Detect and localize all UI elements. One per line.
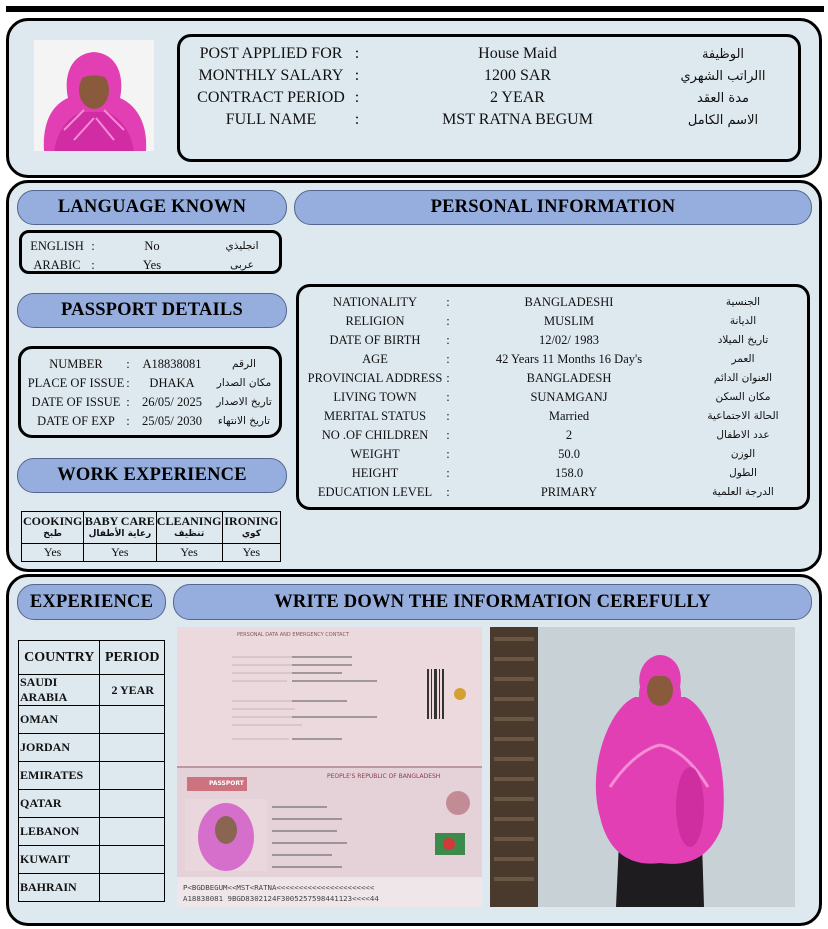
- nationality-row: [299, 295, 807, 314]
- full-name-arabic: الاسم الكامل: [687, 113, 759, 128]
- children-arabic: عدد الاطفال: [716, 429, 770, 441]
- baby-care-value: Yes: [84, 544, 156, 562]
- colon: :: [446, 428, 450, 442]
- colon: :: [126, 395, 130, 409]
- personal-information-heading: PERSONAL INFORMATION: [294, 190, 812, 225]
- marital-status-row: [299, 409, 807, 428]
- english-value: No: [144, 239, 160, 253]
- date-of-issue-label: DATE OF ISSUE: [31, 395, 121, 409]
- baby-care-en: BABY CARE: [84, 513, 155, 528]
- colon: :: [354, 67, 360, 84]
- baby-care-ar: رعاية الأطفال: [88, 528, 152, 539]
- country-cell: JORDAN: [19, 734, 100, 762]
- colon: :: [446, 371, 450, 385]
- passport-number-value: A18838081: [142, 357, 202, 371]
- post-applied-arabic: الوظيفة: [701, 47, 745, 62]
- date-of-issue-row: [21, 395, 279, 414]
- scan-passport-badge: PASSPORT: [209, 780, 244, 787]
- contract-period-value: 2 YEAR: [490, 89, 545, 106]
- english-label: ENGLISH: [30, 239, 84, 253]
- experience-row: [19, 706, 165, 734]
- period-cell: [100, 818, 165, 846]
- age-arabic: العمر: [731, 353, 755, 365]
- education-arabic: الدرجة العلمية: [712, 486, 774, 498]
- place-of-issue-row: [21, 376, 279, 395]
- contract-period-row: [190, 89, 790, 111]
- height-value: 158.0: [554, 466, 584, 480]
- height-label: HEIGHT: [351, 466, 399, 480]
- marital-status-arabic: الحالة الاجتماعية: [707, 410, 779, 422]
- weight-arabic: الوزن: [730, 448, 756, 460]
- date-of-birth-arabic: تاريخ الميلاد: [717, 334, 769, 346]
- arabic-label: ARABIC: [33, 258, 81, 272]
- experience-heading: EXPERIENCE: [17, 584, 166, 620]
- country-cell: KUWAIT: [19, 846, 100, 874]
- colon: :: [446, 485, 450, 499]
- scan-lower-heading: PEOPLE'S REPUBLIC OF BANGLADESH: [327, 773, 441, 780]
- education-label: EDUCATION LEVEL: [317, 485, 433, 499]
- language-box: [19, 230, 282, 274]
- living-town-label: LIVING TOWN: [333, 390, 417, 404]
- cooking-value: Yes: [22, 544, 84, 562]
- experience-row: [19, 846, 165, 874]
- work-col-baby-care: [84, 512, 156, 544]
- cooking-en: COOKING: [22, 513, 83, 528]
- experience-row: [19, 790, 165, 818]
- provincial-address-arabic: العنوان الدائم: [713, 372, 773, 384]
- work-experience-table: [21, 511, 281, 562]
- marital-status-label: MERITAL STATUS: [323, 409, 427, 423]
- passport-details-heading: PASSPORT DETAILS: [17, 293, 287, 328]
- place-of-issue-arabic: مكان الصدار: [216, 377, 272, 389]
- language-row-english: [22, 239, 279, 258]
- colon: :: [446, 447, 450, 461]
- living-town-row: [299, 390, 807, 409]
- date-of-exp-label: DATE OF EXP: [37, 414, 115, 428]
- country-cell: QATAR: [19, 790, 100, 818]
- top-rule: [6, 6, 824, 12]
- work-col-cleaning: [156, 512, 222, 544]
- date-of-birth-label: DATE OF BIRTH: [329, 333, 421, 347]
- country-cell: OMAN: [19, 706, 100, 734]
- colon: :: [354, 111, 360, 128]
- provincial-address-label: PROVINCIAL ADDRESS: [307, 371, 443, 385]
- height-row: [299, 466, 807, 485]
- ironing-ar: كوي: [241, 528, 261, 539]
- religion-row: [299, 314, 807, 333]
- monthly-salary-row: [190, 67, 790, 89]
- period-cell: 2 YEAR: [100, 675, 165, 706]
- living-town-value: SUNAMGANJ: [530, 390, 608, 404]
- place-of-issue-value: DHAKA: [149, 376, 195, 390]
- country-cell: SAUDI ARABIA: [19, 675, 100, 706]
- contract-period-arabic: مدة العقد: [697, 91, 749, 106]
- monthly-salary-value: 1200 SAR: [483, 67, 552, 84]
- colon: :: [91, 239, 95, 253]
- colon: :: [354, 89, 360, 106]
- colon: :: [446, 333, 450, 347]
- colon: :: [446, 314, 450, 328]
- full-name-label: FULL NAME: [225, 111, 317, 128]
- nationality-label: NATIONALITY: [332, 295, 417, 309]
- period-cell: [100, 706, 165, 734]
- country-header: COUNTRY: [19, 641, 100, 675]
- experience-header-row: [19, 641, 165, 675]
- colon: :: [446, 295, 450, 309]
- country-cell: LEBANON: [19, 818, 100, 846]
- colon: :: [354, 45, 360, 62]
- profile-photo: [34, 40, 154, 151]
- experience-row: [19, 675, 165, 706]
- age-value: 42 Years 11 Months 16 Day's: [495, 352, 643, 366]
- write-down-banner: WRITE DOWN THE INFORMATION CEREFULLY: [173, 584, 812, 620]
- children-row: [299, 428, 807, 447]
- experience-row: [19, 818, 165, 846]
- language-known-heading: LANGUAGE KNOWN: [17, 190, 287, 225]
- work-header-row: [22, 512, 281, 544]
- full-name-value: MST RATNA BEGUM: [442, 111, 593, 128]
- passport-box: [18, 346, 282, 438]
- language-row-arabic: [22, 258, 279, 277]
- arabic-arabic: عربى: [230, 259, 254, 271]
- period-header: PERIOD: [100, 641, 165, 675]
- scan-mrz-line-2: A18838081 9BGD8302124F3005257598441123<<<<44: [183, 894, 379, 903]
- nationality-value: BANGLADESHI: [524, 295, 614, 309]
- cleaning-ar: تنظيف: [174, 528, 205, 539]
- date-of-issue-arabic: تاريخ الاصدار: [216, 396, 272, 408]
- cleaning-value: Yes: [156, 544, 222, 562]
- religion-arabic: الديانة: [729, 315, 757, 327]
- colon: :: [91, 258, 95, 272]
- experience-row: [19, 762, 165, 790]
- post-applied-label: POST APPLIED FOR: [199, 45, 343, 62]
- period-cell: [100, 846, 165, 874]
- colon: :: [446, 390, 450, 404]
- post-applied-value: House Maid: [478, 45, 557, 62]
- date-of-exp-row: [21, 414, 279, 433]
- date-of-exp-value: 25/05/ 2030: [141, 414, 203, 428]
- religion-label: RELIGION: [345, 314, 405, 328]
- colon: :: [446, 466, 450, 480]
- date-of-exp-arabic: تاريخ الانتهاء: [217, 415, 271, 427]
- work-value-row: [22, 544, 281, 562]
- date-of-birth-row: [299, 333, 807, 352]
- arabic-value: Yes: [142, 258, 162, 272]
- colon: :: [126, 376, 130, 390]
- country-cell: BAHRAIN: [19, 874, 100, 902]
- monthly-salary-arabic: االراتب الشهري: [680, 69, 766, 84]
- cooking-ar: طبخ: [43, 528, 62, 539]
- date-of-birth-value: 12/02/ 1983: [538, 333, 600, 347]
- weight-label: WEIGHT: [350, 447, 400, 461]
- period-cell: [100, 734, 165, 762]
- age-label: AGE: [362, 352, 388, 366]
- work-experience-heading: WORK EXPERIENCE: [17, 458, 287, 493]
- work-col-cooking: [22, 512, 84, 544]
- experience-row: [19, 734, 165, 762]
- monthly-salary-label: MONTHLY SALARY: [198, 67, 344, 84]
- colon: :: [446, 352, 450, 366]
- experience-table: [18, 640, 165, 902]
- date-of-issue-value: 26/05/ 2025: [141, 395, 203, 409]
- cleaning-en: CLEANING: [156, 513, 222, 528]
- country-cell: EMIRATES: [19, 762, 100, 790]
- scan-upper-heading: PERSONAL DATA AND EMERGENCY CONTACT: [237, 632, 350, 638]
- ironing-value: Yes: [222, 544, 280, 562]
- colon: :: [126, 357, 130, 371]
- passport-scan-image: [177, 627, 482, 907]
- passport-number-arabic: الرقم: [232, 358, 256, 370]
- place-of-issue-label: PLACE OF ISSUE: [27, 376, 125, 390]
- scan-mrz-line-1: P<BGDBEGUM<<MST<RATNA<<<<<<<<<<<<<<<<<<<<<<: [183, 883, 375, 892]
- passport-number-row: [21, 357, 279, 376]
- education-value: PRIMARY: [540, 485, 598, 499]
- english-arabic: انجليذي: [225, 240, 259, 252]
- religion-value: MUSLIM: [543, 314, 594, 328]
- children-label: NO .OF CHILDREN: [321, 428, 429, 442]
- ironing-en: IRONING: [224, 513, 279, 528]
- children-value: 2: [565, 428, 573, 442]
- post-applied-row: [190, 45, 790, 67]
- living-town-arabic: مكان السكن: [715, 391, 771, 403]
- period-cell: [100, 762, 165, 790]
- weight-value: 50.0: [558, 447, 580, 461]
- provincial-address-value: BANGLADESH: [526, 371, 612, 385]
- work-col-ironing: [222, 512, 280, 544]
- full-name-row: [190, 111, 790, 133]
- full-body-photo: [490, 627, 795, 907]
- nationality-arabic: الجنسية: [725, 296, 761, 308]
- weight-row: [299, 447, 807, 466]
- period-cell: [100, 874, 165, 902]
- education-row: [299, 485, 807, 504]
- passport-number-label: NUMBER: [49, 357, 103, 371]
- marital-status-value: Married: [548, 409, 590, 423]
- colon: :: [126, 414, 130, 428]
- job-summary-box: [177, 34, 801, 162]
- contract-period-label: CONTRACT PERIOD: [197, 89, 345, 106]
- period-cell: [100, 790, 165, 818]
- experience-row: [19, 874, 165, 902]
- age-row: [299, 352, 807, 371]
- personal-info-box: [296, 284, 810, 510]
- colon: :: [446, 409, 450, 423]
- height-arabic: الطول: [729, 467, 757, 479]
- provincial-address-row: [299, 371, 807, 390]
